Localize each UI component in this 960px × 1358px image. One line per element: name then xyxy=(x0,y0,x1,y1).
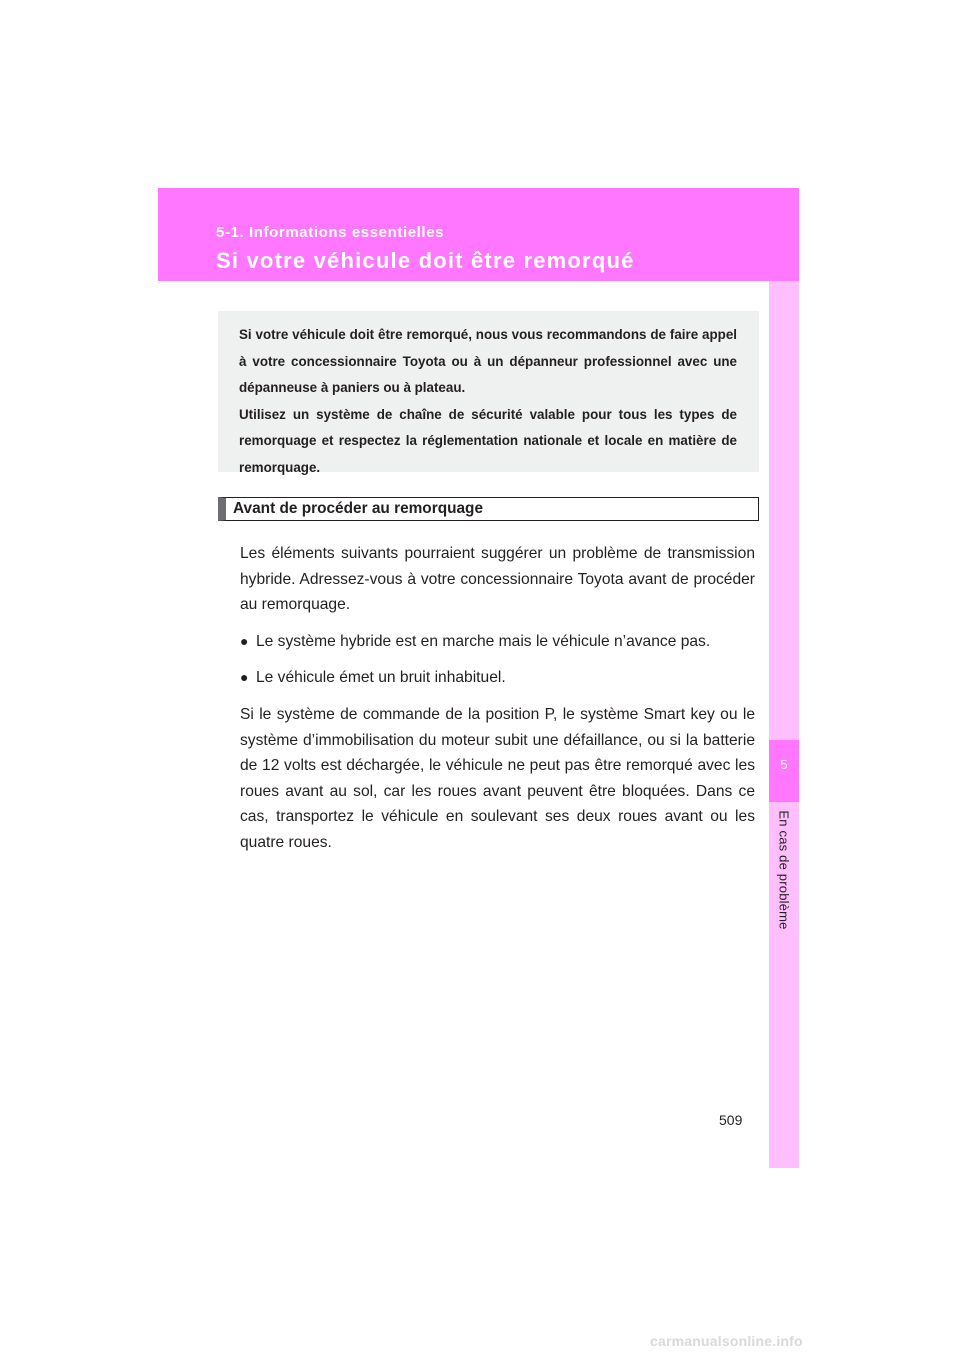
intro-text-2: Utilisez un système de chaîne de sécurité valable pour tous les types de remorquage et respectez la réglementation nationale et locale en matière de remorquage. xyxy=(239,406,737,475)
page-number: 509 xyxy=(719,1112,743,1128)
bullet-icon: ● xyxy=(240,669,249,686)
watermark: carmanualsonline.info xyxy=(650,1333,803,1349)
page-title: Si votre véhicule doit être remorqué xyxy=(216,248,635,273)
chapter-title-vertical: En cas de problème xyxy=(776,810,792,930)
section-label: 5-1. Informations essentielles xyxy=(216,224,445,241)
section-heading: Avant de procéder au remorquage xyxy=(218,497,759,521)
body-paragraph-1: Les éléments suivants pourraient suggérer un problème de transmission hybride. Adressez-vous à votre concessionnaire Toyota avant de procéder au remorquage. xyxy=(240,545,755,614)
side-strip xyxy=(769,281,799,1168)
bullet-text: Le système hybride est en marche mais le véhicule n’avance pas. xyxy=(256,632,711,650)
bullet-item xyxy=(240,629,755,655)
body-content xyxy=(240,541,755,856)
intro-text-1: Si votre véhicule doit être remorqué, nous vous recommandons de faire appel à votre concessionnaire Toyota ou à un dépanneur professionnel avec une dépanneuse à paniers ou à plateau. xyxy=(239,327,737,395)
bullet-text: Le véhicule émet un bruit inhabituel. xyxy=(256,669,506,687)
bullet-icon: ● xyxy=(240,632,249,649)
chapter-tab-number: 5 xyxy=(780,757,788,772)
body-paragraph-2: Si le système de commande de la position P, le système Smart key ou le système d’immobilisation du moteur subit une défaillance, ou si la batterie de 12 volts est déchargée, le véhicule ne peut pas être remorqué avec les roues avant au sol, car les roues avant peuvent être bloquées. Dans ce cas, transportez le véhicule en soulevant ses deux roues avant ou les quatre roues. xyxy=(240,705,755,851)
bullet-item xyxy=(240,665,755,691)
intro-box xyxy=(218,311,759,475)
